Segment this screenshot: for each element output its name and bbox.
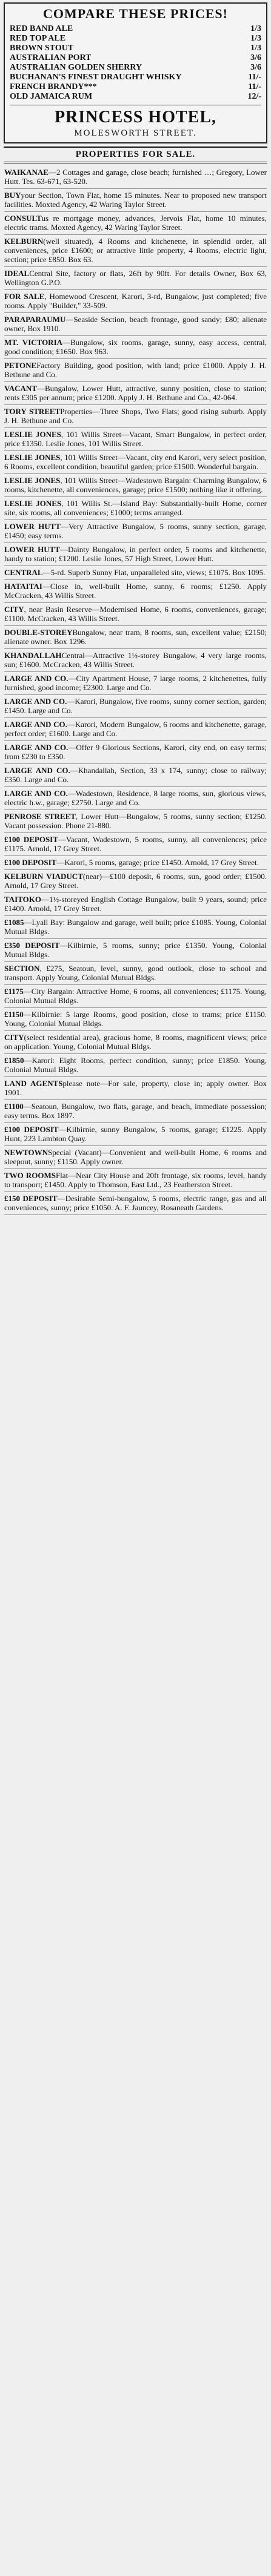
property-listing xyxy=(4,313,267,336)
price-item-name: FRENCH BRANDY*** xyxy=(10,82,97,91)
listing-text: —Karori, Modern Bungalow, 6 rooms and kitchenette, garage, perfect order; £1600. Large and Co. xyxy=(4,720,267,738)
listing-lead: LESLIE JONES xyxy=(4,476,61,485)
listing-lead: TWO ROOMS xyxy=(4,1171,56,1180)
property-listing xyxy=(4,566,267,580)
listing-lead: WAIKANAE xyxy=(4,168,49,177)
listing-lead: LESLIE JONES xyxy=(4,430,61,439)
price-row xyxy=(10,73,261,82)
price-item-name: BUCHANAN'S FINEST DRAUGHT WHISKY xyxy=(10,73,182,82)
price-item-value: 1/3 xyxy=(250,34,261,43)
listing-lead: £1085 xyxy=(4,918,24,927)
listing-text: —Seaside Section, beach frontage, good sandy; £80; alienate owner, Box 1910. xyxy=(4,315,267,333)
price-row xyxy=(10,82,261,92)
property-listing xyxy=(4,336,267,359)
property-listing xyxy=(4,1146,267,1169)
listing-text: —Seatoun, Bungalow, two flats, garage, and beach, immediate possession; easy terms. Box 1897. xyxy=(4,1102,267,1120)
ad-title: COMPARE THESE PRICES! xyxy=(42,6,228,21)
listing-lead: LARGE AND CO. xyxy=(4,720,67,729)
property-listing xyxy=(4,267,267,290)
hotel-name: PRINCESS HOTEL, xyxy=(54,108,217,127)
listing-text: —Khandallah, Section, 33 x 174, sunny; close to railway; £350. Large and Co. xyxy=(4,766,267,784)
price-item-name: AUSTRALIAN PORT xyxy=(10,53,92,62)
price-row xyxy=(10,44,261,53)
property-listing xyxy=(4,764,267,787)
listing-lead: PARAPARAUMU xyxy=(4,315,66,324)
listing-text: —Karori: Eight Rooms, perfect condition, sunny; price £1850. Young, Colonial Mutual Bldgs. xyxy=(4,1056,267,1074)
property-listing xyxy=(4,474,267,497)
price-row xyxy=(10,24,261,34)
listing-lead: £150 DEPOSIT xyxy=(4,1194,58,1203)
property-listing xyxy=(4,497,267,520)
listing-text: —Very Attractive Bungalow, 5 rooms, sunny section, garage, £1450; easy terms. xyxy=(4,522,267,540)
listing-text: —Desirable Semi-bungalow, 5 rooms, electric range, gas and all conveniences, sunny; price £1050. A. F. Jauncey, Rosaneath Gardens. xyxy=(4,1194,267,1212)
property-listing xyxy=(4,189,267,212)
price-row xyxy=(10,53,261,63)
property-listing xyxy=(4,1123,267,1146)
property-listing xyxy=(4,810,267,833)
listing-text: —5-rd. Superb Sunny Flat, unparalleled site, views; £1075. Box 1095. xyxy=(42,568,266,577)
property-listing xyxy=(4,962,267,985)
listing-lead: KELBURN xyxy=(4,237,44,246)
listing-text: —Lyall Bay: Bungalow and garage, well built; price £1085. Young, Colonial Mutual Bldgs. xyxy=(4,918,267,936)
property-listing xyxy=(4,626,267,649)
property-listing xyxy=(4,1031,267,1054)
property-listing xyxy=(4,1008,267,1031)
property-listing xyxy=(4,359,267,382)
listing-lead: LESLIE JONES xyxy=(4,453,61,462)
listing-text: —Kilbirnie, 5 rooms, sunny; price £1350. Young, Colonial Mutual Bldgs. xyxy=(4,941,267,959)
listing-text: —1½-storeyed English Cottage Bungalow, built 9 years, sound; price £1400. Arnold, 17 Grey Street. xyxy=(4,895,267,913)
listing-text: Properties—Three Shops, Two Flats; good rising suburb. Apply J. H. Bethune and Co. xyxy=(4,407,267,425)
listing-lead: TORY STREET xyxy=(4,407,61,416)
listings xyxy=(2,166,269,1215)
listing-text: please note—For sale, property, close in; apply owner. Box 1901. xyxy=(4,1079,267,1097)
property-listing xyxy=(4,649,267,672)
listing-text: —Vacant, Wadestown, 5 rooms, sunny, all conveniences; price £1175. Arnold, 17 Grey Street. xyxy=(4,835,267,853)
listing-lead: LARGE AND CO. xyxy=(4,789,68,798)
listing-lead: £100 DEPOSIT xyxy=(4,1125,59,1134)
property-listing xyxy=(4,405,267,428)
listing-text: , Homewood Crescent, Karori, 3-rd, Bungalow, just completed; five rooms. Apply "Builder," 33-509. xyxy=(4,292,267,310)
price-item-name: RED BAND ALE xyxy=(10,24,73,33)
property-listing xyxy=(4,580,267,603)
property-listing xyxy=(4,787,267,810)
listing-lead: SECTION xyxy=(4,964,40,973)
property-listing xyxy=(4,520,267,543)
property-listing xyxy=(4,893,267,916)
listing-text: —Karori, 5 rooms, garage; price £1450. Arnold, 17 Grey Street. xyxy=(56,858,259,867)
listing-lead: £1175 xyxy=(4,987,24,996)
price-item-value: 11/- xyxy=(248,82,261,91)
property-listing xyxy=(4,741,267,764)
listing-text: —Kilbirnie, sunny Bungalow, 5 rooms, garage; £1225. Apply Hunt, 223 Lambton Quay. xyxy=(4,1125,267,1143)
price-list xyxy=(10,24,261,102)
property-listing xyxy=(4,1169,267,1192)
price-item-value: 12/- xyxy=(247,92,261,101)
listing-text: , 101 Willis St.—Island Bay: Substantially-built Home, corner site, six rooms, all conveniences; £1000; terms arranged. xyxy=(4,499,267,517)
listing-text: , £275, Seatoun, level, sunny, good outlook, close to school and transport. Apply Young, Colonial Mutual Bldgs. xyxy=(4,964,267,982)
property-listing xyxy=(4,1192,267,1215)
price-item-value: 11/- xyxy=(248,73,261,82)
listing-lead: HATAITAI xyxy=(4,582,42,591)
listing-lead: £1150 xyxy=(4,1010,24,1019)
listing-lead: LARGE AND CO. xyxy=(4,674,69,683)
listing-text: —Dainty Bungalow, in perfect order, 5 rooms and kitchenette, handy to station; £1200. Leslie Jones, 57 High Street, Lower Hutt. xyxy=(4,545,267,563)
property-listing xyxy=(4,718,267,741)
listing-text: —Close in, well-built Home, sunny, 6 rooms; £1250. Apply McCracken, 43 Willis Street. xyxy=(4,582,267,600)
listing-lead: KELBURN VIADUCT xyxy=(4,872,83,881)
property-listing xyxy=(4,672,267,695)
listing-text: —Offer 9 Glorious Sections, Karori, city end, on easy terms; from £230 to £350. xyxy=(4,743,267,761)
listing-lead: LARGE AND CO. xyxy=(4,766,70,775)
listing-lead: PETONE xyxy=(4,361,37,370)
property-listing xyxy=(4,290,267,313)
listing-lead: LOWER HUTT xyxy=(4,522,61,531)
property-listing xyxy=(4,695,267,718)
listing-lead: £1850 xyxy=(4,1056,24,1065)
listing-lead: £350 DEPOSIT xyxy=(4,941,60,950)
listing-lead: BUY xyxy=(4,191,21,200)
listing-text: —Karori, Bungalow, five rooms, sunny corner section, garden; £1450. Large and Co. xyxy=(4,697,267,715)
property-listing xyxy=(4,1100,267,1123)
listing-text: (near)—£100 deposit, 6 rooms, sun, good order; £1500. Arnold, 17 Grey Street. xyxy=(4,872,267,890)
listing-lead: LAND AGENTS xyxy=(4,1079,63,1088)
listing-text: , 101 Willis Street—Wadestown Bargain: Charming Bungalow, 6 rooms, kitchenette, all conveniences, garage; price £1500; nothing like it offering. xyxy=(4,476,267,494)
listing-lead: CONSULT xyxy=(4,214,42,223)
listing-lead: PENROSE STREET xyxy=(4,812,76,821)
hotel-address: MOLESWORTH STREET. xyxy=(74,128,197,138)
listing-lead: TAITOKO xyxy=(4,895,41,904)
property-listing xyxy=(4,916,267,939)
listing-text: , near Basin Reserve—Modernised Home, 6 rooms, conveniences, garage; £1100. McCracken, 43 Willis Street. xyxy=(4,605,267,623)
listing-lead: LOWER HUTT xyxy=(4,545,60,554)
listing-lead: LESLIE JONES xyxy=(4,499,62,508)
listing-lead: £100 DEPOSIT xyxy=(4,858,57,867)
price-item-value: 3/6 xyxy=(250,53,261,62)
listing-text: (select residential area), gracious home, 8 rooms, magnificent views; price on application. Young, Colonial Mutual Bldgs. xyxy=(4,1033,267,1051)
listing-lead: CENTRAL xyxy=(4,568,43,577)
property-listing xyxy=(4,870,267,893)
property-listing xyxy=(4,856,267,870)
property-listing xyxy=(4,451,267,474)
listing-lead: £100 DEPOSIT xyxy=(4,835,58,844)
listing-lead: CITY xyxy=(4,1033,24,1042)
listing-lead: KHANDALLAH xyxy=(4,651,62,660)
listing-text: , 101 Willis Street—Vacant, Smart Bungalow, in perfect order, price £1350. Leslie Jones, 101 Willis Street. xyxy=(4,430,267,448)
listing-text: Central—Attractive 1½-storey Bungalow, 4 very large rooms, sun; £1600. McCracken, 43 Willis Street. xyxy=(4,651,267,669)
listing-lead: MT. VICTORIA xyxy=(4,338,63,347)
listing-lead: DOUBLE-STOREY xyxy=(4,628,73,637)
listing-text: —2 Cottages and garage, close beach; furnished …; Gregory, Lower Hutt. Tes. 63-671, 63-520. xyxy=(4,168,267,186)
property-listing xyxy=(4,1054,267,1077)
property-listing xyxy=(4,428,267,451)
listing-text: Factory Building, good position, with land; price £1000. Apply J. H. Bethune and Co. xyxy=(4,361,267,379)
price-item-value: 1/3 xyxy=(250,24,261,33)
price-row xyxy=(10,92,261,102)
listing-lead: IDEAL xyxy=(4,269,30,278)
listing-text: Central Site, factory or flats, 26ft by 90ft. For details Owner, Box 63, Wellington G.P.O. xyxy=(4,269,267,287)
property-listing xyxy=(4,985,267,1008)
listing-lead: LARGE AND CO. xyxy=(4,697,67,706)
listing-text: , 101 Willis Street—Vacant, city end Karori, very select position, 6 Rooms, excellent condition, beautiful garden; price £1500. Wonderful bargain. xyxy=(4,453,267,471)
listing-text: us re mortgage money, advances, Jervois Flat, home 10 minutes, electric trams. Moxted Agency, 42 Waring Taylor Street. xyxy=(4,214,267,232)
listing-lead: £1100 xyxy=(4,1102,24,1111)
listing-text: —Bungalow, Lower Hutt, attractive, sunny position, close to station; rents £305 per annum; price £1200. Apply J. H. Bethune and Co., 42-064. xyxy=(4,384,267,402)
listing-text: —Wadestown, Residence, 8 large rooms, sun, glorious views, electric h.w., garage; £2750. Large and Co. xyxy=(4,789,267,807)
property-listing xyxy=(4,833,267,856)
hotel-price-advertisement xyxy=(4,2,267,143)
listing-lead: CITY xyxy=(4,605,24,614)
property-listing xyxy=(4,235,267,267)
property-listing xyxy=(4,603,267,626)
property-listing xyxy=(4,939,267,962)
price-item-name: AUSTRALIAN GOLDEN SHERRY xyxy=(10,63,142,72)
listing-text: (well situated), 4 Rooms and kitchenette, in splendid order, all conveniences, price £1600; or attractive little property, 4 Rooms, electric light, section; price £850. Box 63. xyxy=(4,237,267,264)
listing-lead: NEWTOWN xyxy=(4,1148,48,1157)
listing-text: , Lower Hutt—Bungalow, 5 rooms, sunny section; £1250. Vacant possession. Phone 21-880. xyxy=(4,812,267,830)
property-listing xyxy=(4,212,267,235)
price-item-value: 1/3 xyxy=(250,44,261,53)
price-row xyxy=(10,63,261,73)
newspaper-column xyxy=(2,2,269,2574)
listing-text: —Bungalow, six rooms, garage, sunny, easy access, central, good condition; £1650. Box 963. xyxy=(4,338,267,356)
price-row xyxy=(10,34,261,44)
price-item-name: RED TOP ALE xyxy=(10,34,66,43)
listing-lead: FOR SALE xyxy=(4,292,45,301)
price-item-value: 3/6 xyxy=(250,63,261,72)
listing-text: your Section, Town Flat, home 15 minutes. Near to proposed new transport facilities. Moxted Agency, 42 Waring Taylor Street. xyxy=(4,191,267,209)
property-listing xyxy=(4,382,267,405)
listing-text: —Kilbirnie: 5 large Rooms, good position, close to trams; price £1150. Young, Colonial Mutual Bldgs. xyxy=(4,1010,267,1028)
listing-lead: LARGE AND CO. xyxy=(4,743,69,752)
listing-text: —City Bargain: Attractive Home, 6 rooms, all conveniences; £1175. Young, Colonial Mutual Bldgs. xyxy=(4,987,267,1005)
listing-text: Special (Vacant)—Convenient and well-built Home, 6 rooms and sleepout, sunny; £1150. Apply owner. xyxy=(4,1148,267,1166)
price-item-name: OLD JAMAICA RUM xyxy=(10,92,93,101)
listing-text: —City Apartment House, 7 large rooms, 2 kitchenettes, fully furnished, good income; £2300. Large and Co. xyxy=(4,674,267,692)
price-item-name: BROWN STOUT xyxy=(10,44,74,53)
listing-text: Flat—Near City House and 20ft frontage, six rooms, level, handy to transport; £1450. Apply to Thomson, East Ltd., 23 Featherston Street. xyxy=(4,1171,267,1189)
section-heading: PROPERTIES FOR SALE. xyxy=(4,146,267,163)
listing-lead: VACANT xyxy=(4,384,37,393)
property-listing xyxy=(4,1077,267,1100)
property-listing xyxy=(4,166,267,189)
listing-text: Bungalow, near tram, 8 rooms, sun, excellent value; £2150; alienate owner. Box 1296. xyxy=(4,628,267,646)
property-listing xyxy=(4,543,267,566)
